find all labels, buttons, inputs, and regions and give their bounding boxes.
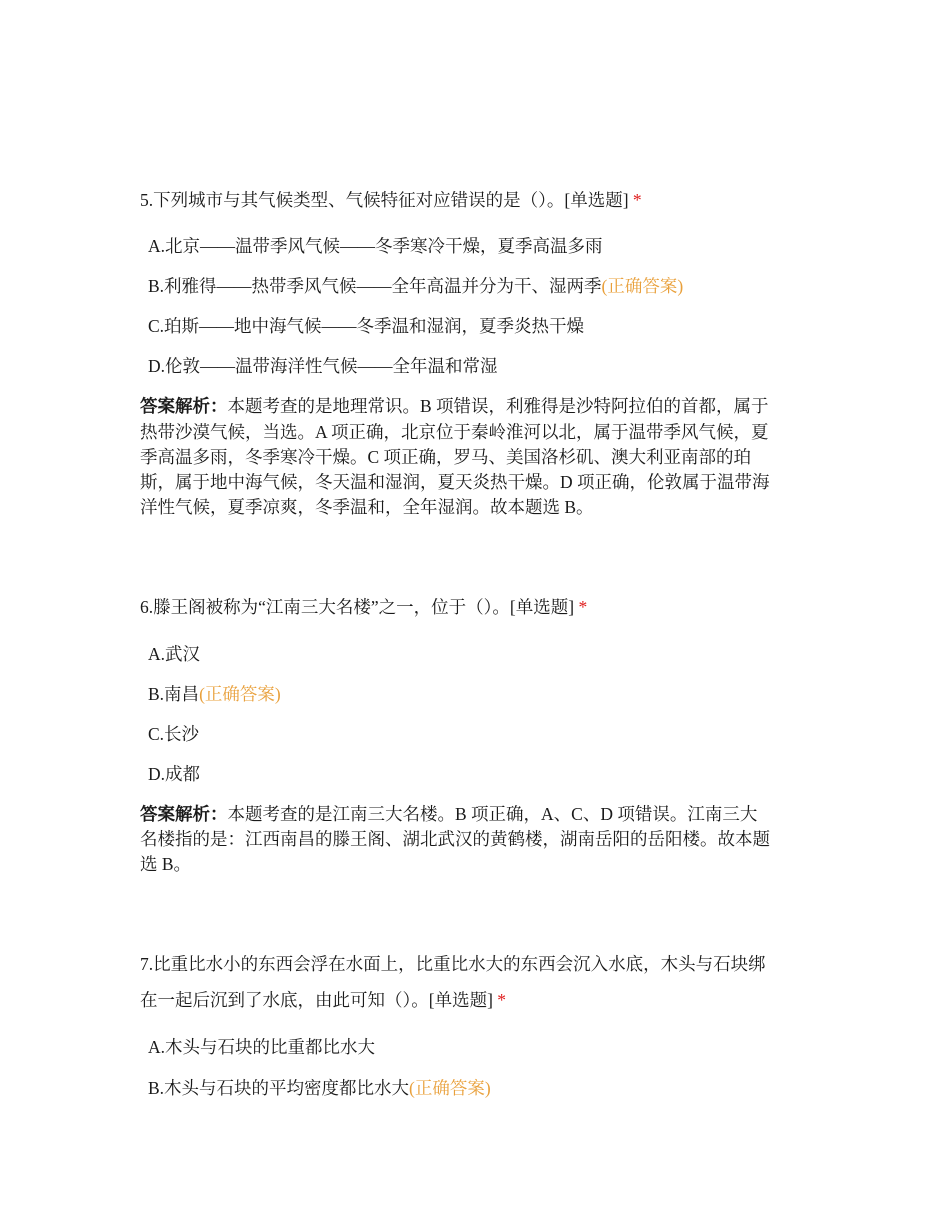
explanation-label: 答案解析： bbox=[140, 804, 228, 824]
explanation-line: 名楼指的是：江西南昌的滕王阁、湖北武汉的黄鹤楼，湖南岳阳的岳阳楼。故本题 bbox=[140, 829, 770, 849]
option-text: D.成都 bbox=[148, 764, 201, 784]
explanation-line: 斯，属于地中海气候，冬天温和湿润，夏天炎热干燥。D 项正确，伦敦属于温带海 bbox=[140, 472, 770, 492]
option-text: B.木头与石块的平均密度都比水大 bbox=[148, 1078, 410, 1098]
option-text: D.伦敦——温带海洋性气候——全年温和常湿 bbox=[148, 356, 498, 376]
option-d[interactable] bbox=[148, 762, 200, 786]
question-text: 6.滕王阁被称为“江南三大名楼”之一，位于（）。[单选题] bbox=[140, 597, 575, 617]
option-text: C.珀斯——地中海气候——冬季温和湿润，夏季炎热干燥 bbox=[148, 316, 585, 336]
option-text: A.武汉 bbox=[148, 644, 201, 664]
question-5-title bbox=[140, 188, 642, 212]
option-text: B.南昌 bbox=[148, 684, 200, 704]
option-b[interactable] bbox=[148, 1076, 491, 1100]
explanation-line: 选 B。 bbox=[140, 854, 192, 874]
explanation-line bbox=[140, 802, 757, 826]
explanation-text: 本题考查的是江南三大名楼。B 项正确，A、C、D 项错误。江南三大 bbox=[227, 804, 758, 824]
option-text: A.木头与石块的比重都比水大 bbox=[148, 1037, 376, 1057]
correct-answer-tag: (正确答案) bbox=[199, 684, 281, 704]
explanation-line: 季高温多雨，冬季寒冷干燥。C 项正确，罗马、美国洛杉矶、澳大利亚南部的珀 bbox=[140, 447, 752, 467]
option-b[interactable] bbox=[148, 274, 683, 298]
option-text: A.北京——温带季风气候——冬季寒冷干燥，夏季高温多雨 bbox=[148, 236, 603, 256]
option-a[interactable] bbox=[148, 1035, 375, 1059]
required-mark: * bbox=[497, 990, 507, 1010]
required-mark: * bbox=[578, 597, 588, 617]
question-6-title bbox=[140, 595, 587, 619]
question-7-title-line bbox=[140, 988, 506, 1012]
question-7-title-line: 7.比重比水小的东西会浮在水面上，比重比水大的东西会沉入水底，木头与石块绑 bbox=[140, 954, 766, 974]
option-a[interactable] bbox=[148, 642, 200, 666]
option-c[interactable] bbox=[148, 722, 199, 746]
option-c[interactable] bbox=[148, 314, 584, 338]
option-text: B.利雅得——热带季风气候——全年高温并分为干、湿两季 bbox=[148, 276, 602, 296]
option-d[interactable] bbox=[148, 354, 498, 378]
explanation-line: 洋性气候，夏季凉爽，冬季温和，全年湿润。故本题选 B。 bbox=[140, 497, 594, 517]
explanation-line: 热带沙漠气候，当选。A 项正确，北京位于秦岭淮河以北，属于温带季风气候，夏 bbox=[140, 422, 769, 442]
required-mark: * bbox=[632, 190, 642, 210]
correct-answer-tag: (正确答案) bbox=[409, 1078, 491, 1098]
explanation-line bbox=[140, 394, 769, 418]
correct-answer-tag: (正确答案) bbox=[601, 276, 684, 296]
explanation-label: 答案解析： bbox=[140, 396, 228, 416]
option-b[interactable] bbox=[148, 682, 281, 706]
question-text: 5.下列城市与其气候类型、气候特征对应错误的是（）。[单选题] bbox=[140, 190, 629, 210]
question-text: 在一起后沉到了水底，由此可知（）。[单选题] bbox=[140, 990, 493, 1010]
option-text: C.长沙 bbox=[148, 724, 200, 744]
explanation-text: 本题考查的是地理常识。B 项错误，利雅得是沙特阿拉伯的首都，属于 bbox=[227, 396, 769, 416]
option-a[interactable] bbox=[148, 234, 603, 258]
